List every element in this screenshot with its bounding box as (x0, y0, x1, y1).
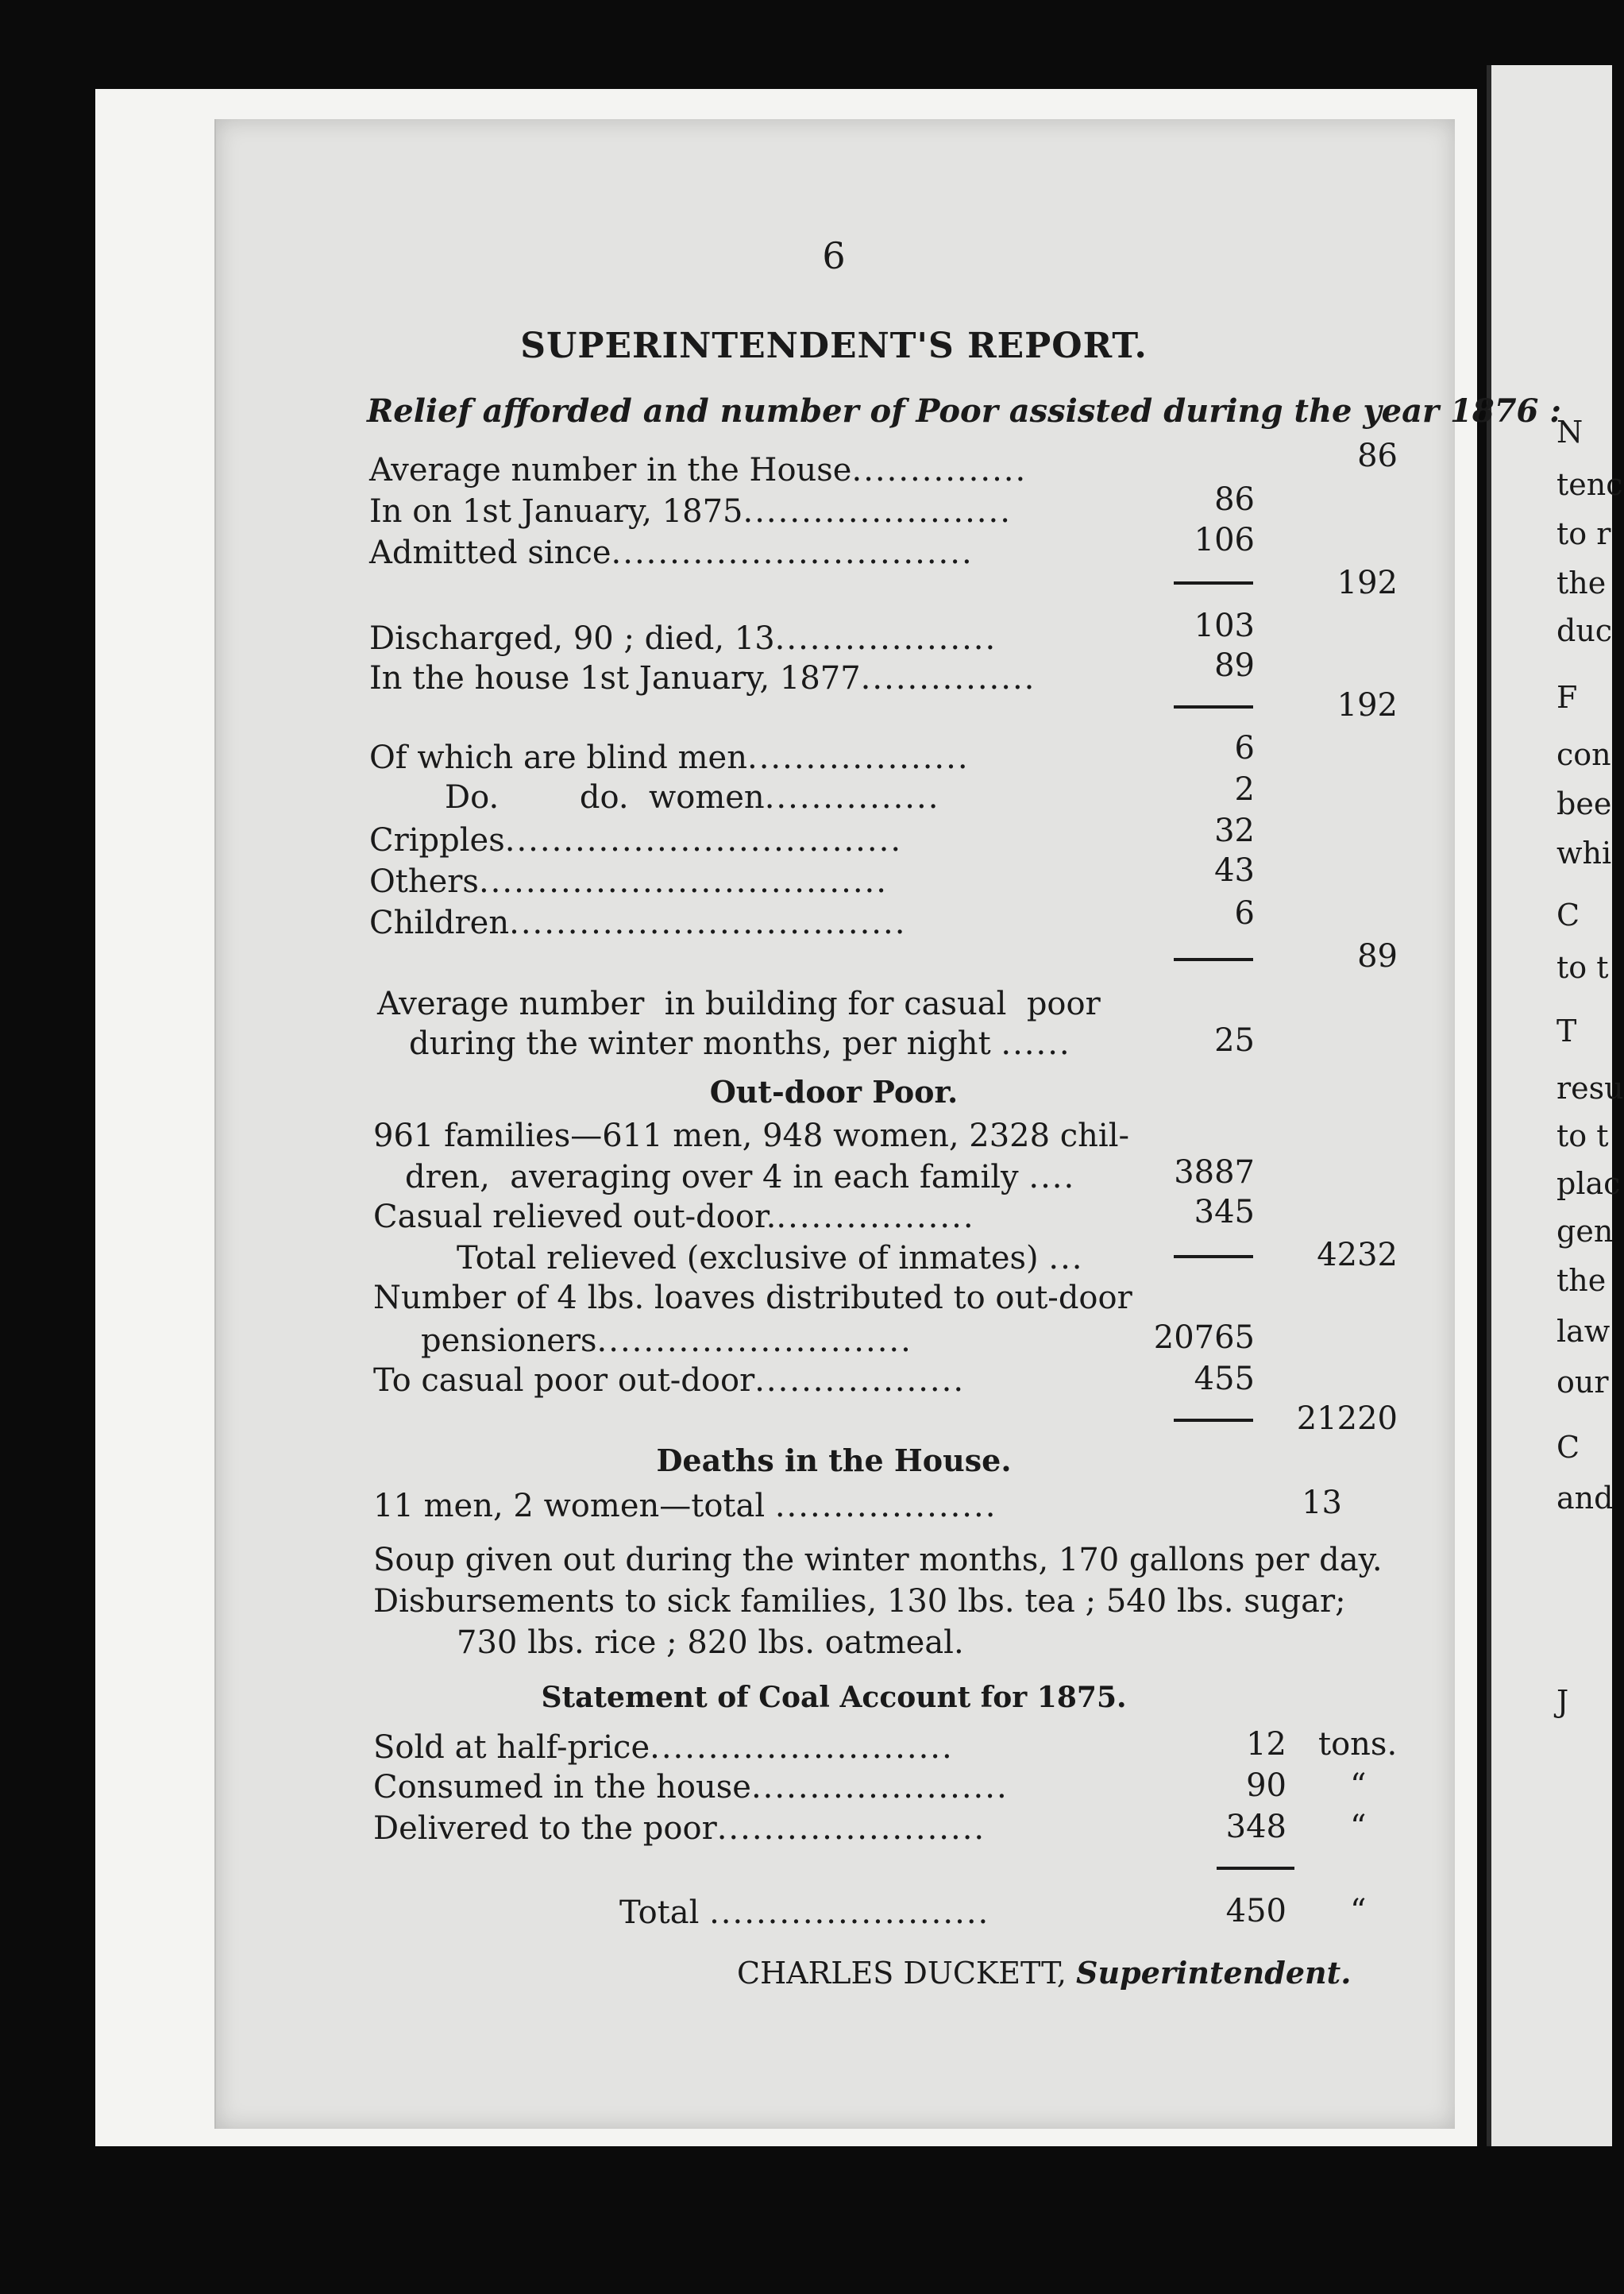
facing-page-line: and (1556, 1481, 1614, 1516)
disbursements-line-1: Disbursements to sick families, 130 lbs. tea ; 540 lbs. sugar; (373, 1583, 1346, 1620)
coal-unit-total: “ (1350, 1893, 1367, 1929)
sum-rule (1217, 1867, 1294, 1870)
value-total-relieved: 4232 (1317, 1237, 1398, 1273)
page-number: 6 (822, 234, 846, 277)
facing-page-line: C (1556, 898, 1580, 933)
facing-page-line: con (1556, 737, 1611, 772)
signature-name: CHARLES DUCKETT, (737, 1956, 1067, 1991)
row-discharged: Discharged, 90 ; died, 13................... (369, 620, 997, 657)
total-admitted: 192 (1337, 565, 1398, 601)
coal-value-consumed: 90 (1246, 1767, 1286, 1804)
coal-unit-half-price: tons. (1318, 1726, 1398, 1763)
value-casual-poor-outdoor: 455 (1194, 1361, 1255, 1397)
value-others: 43 (1214, 852, 1255, 889)
coal-row-total: Total ........................ (619, 1894, 990, 1931)
coal-row-half-price: Sold at half-price.......................... (373, 1729, 954, 1766)
coal-row-delivered: Delivered to the poor....................... (373, 1810, 986, 1847)
row-cripples: Cripples.................................. (369, 822, 903, 859)
row-casual-relieved: Casual relieved out-door.................. (373, 1199, 975, 1235)
value-average-house: 86 (1357, 438, 1398, 474)
total-discharged: 192 (1337, 687, 1398, 724)
value-blind-men: 6 (1234, 730, 1255, 767)
facing-page-line: N (1556, 415, 1583, 450)
row-admitted: Admitted since............................... (369, 535, 974, 571)
value-cripples: 32 (1214, 813, 1255, 849)
facing-page-line: the (1556, 566, 1607, 601)
sum-rule (1174, 581, 1253, 585)
row-average-house: Average number in the House............... (369, 452, 1028, 489)
signature-title: Superintendent. (1076, 1955, 1352, 1991)
facing-page-line: bee (1556, 786, 1612, 821)
deaths-heading: Deaths in the House. (656, 1442, 1012, 1478)
coal-value-total: 450 (1225, 1893, 1286, 1929)
facing-page-line: tenc (1556, 467, 1623, 502)
sum-rule (1174, 1419, 1253, 1422)
signature (737, 1954, 1351, 1992)
coal-unit-consumed: “ (1350, 1767, 1367, 1804)
casual-line-2: during the winter months, per night ...... (409, 1025, 1071, 1062)
sum-rule (1174, 958, 1253, 961)
value-casual-relieved: 345 (1194, 1194, 1255, 1230)
facing-page-line: our (1556, 1365, 1609, 1400)
coal-row-consumed: Consumed in the house...................... (373, 1769, 1009, 1805)
facing-page-line: C (1556, 1430, 1580, 1465)
facing-page-line: duc (1556, 613, 1613, 648)
disbursements-line-2: 730 lbs. rice ; 820 lbs. oatmeal. (457, 1624, 964, 1661)
facing-page-line: whi (1556, 836, 1612, 871)
value-in-house-1877: 89 (1214, 647, 1255, 684)
coal-value-half-price: 12 (1246, 1726, 1286, 1763)
value-in-jan-1875: 86 (1214, 481, 1255, 518)
facing-page-line: F (1556, 680, 1578, 715)
row-total-relieved: Total relieved (exclusive of inmates) ... (457, 1240, 1084, 1276)
value-children: 6 (1234, 895, 1255, 932)
page-subtitle: Relief afforded and number of Poor assisted during the year 1876 : (367, 392, 1562, 430)
casual-line-1: Average number in building for casual poor (377, 986, 1101, 1022)
row-casual-poor-outdoor: To casual poor out-door.................. (373, 1362, 966, 1399)
facing-page-line: gen (1556, 1214, 1614, 1249)
facing-page-line: to t (1556, 1118, 1609, 1153)
value-casual-building: 25 (1214, 1022, 1255, 1059)
value-admitted: 106 (1194, 522, 1255, 558)
outdoor-families-line-2: dren, averaging over 4 in each family .... (405, 1159, 1076, 1195)
facing-page-line: law (1556, 1314, 1610, 1349)
value-loaves: 20765 (1153, 1319, 1255, 1356)
row-in-jan-1875: In on 1st January, 1875....................... (369, 493, 1012, 530)
value-blind-women: 2 (1234, 771, 1255, 808)
outdoor-families-line-1: 961 families—611 men, 948 women, 2328 chil- (373, 1118, 1130, 1154)
row-others: Others................................... (369, 863, 888, 900)
facing-page-line: J (1556, 1684, 1569, 1719)
value-families: 3887 (1174, 1154, 1255, 1191)
facing-page-line: T (1556, 1014, 1577, 1049)
facing-page (1487, 65, 1624, 2146)
coal-value-delivered: 348 (1225, 1809, 1286, 1845)
facing-page-line: resu (1556, 1071, 1624, 1106)
value-deaths: 13 (1302, 1485, 1342, 1521)
value-discharged: 103 (1194, 608, 1255, 644)
row-blind-men: Of which are blind men................... (369, 740, 970, 776)
facing-page-line: to r (1556, 516, 1611, 551)
facing-page-line: to t (1556, 950, 1609, 985)
total-inmates: 89 (1357, 938, 1398, 975)
facing-page-line: the (1556, 1263, 1607, 1298)
row-in-house-1877: In the house 1st January, 1877............... (369, 660, 1036, 697)
row-blind-women: Do. do. women............... (445, 779, 940, 816)
sum-rule (1174, 1255, 1253, 1258)
facing-page-line: plac (1556, 1166, 1621, 1201)
loaves-line-2: pensioners........................... (421, 1323, 912, 1359)
sum-rule (1174, 705, 1253, 709)
soup-line: Soup given out during the winter months, 170 gallons per day. (373, 1542, 1383, 1578)
coal-unit-delivered: “ (1350, 1809, 1367, 1845)
coal-heading: Statement of Coal Account for 1875. (541, 1681, 1127, 1714)
page-title: SUPERINTENDENT'S REPORT. (520, 326, 1148, 366)
outdoor-heading: Out-door Poor. (709, 1074, 959, 1110)
row-deaths: 11 men, 2 women—total ................... (373, 1488, 997, 1524)
loaves-line-1: Number of 4 lbs. loaves distributed to out-door (373, 1280, 1132, 1316)
row-children: Children.................................. (369, 905, 907, 941)
value-loaves-total: 21220 (1296, 1400, 1398, 1437)
